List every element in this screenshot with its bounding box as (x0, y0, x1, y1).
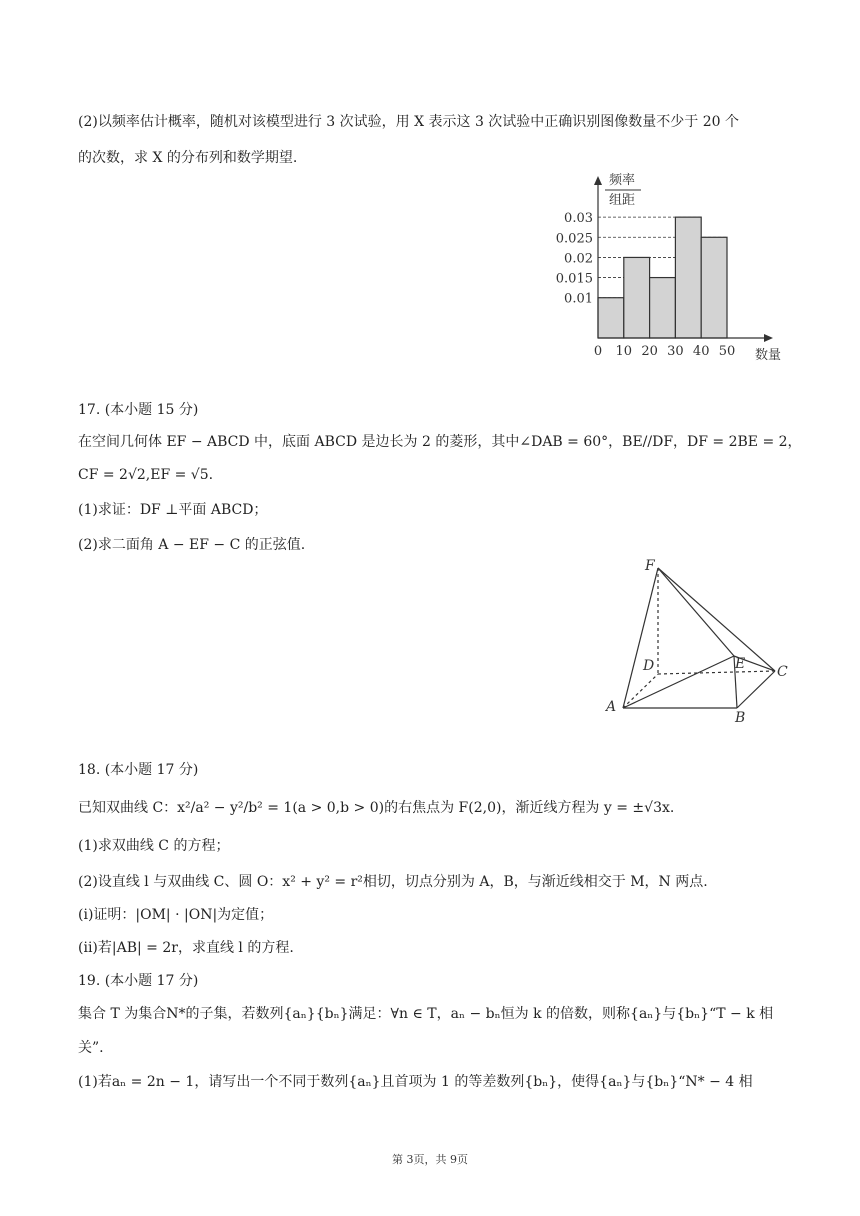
vertex-label-A: A (606, 699, 617, 715)
q18-line1: 已知双曲线 C：x²/a² − y²/b² = 1(a > 0,b > 0)的右焦点为 F(2,0)，渐近线方程为 y = ±√3x. (78, 800, 675, 816)
y-tick-label: 0.015 (555, 271, 593, 287)
histogram-bar (598, 298, 624, 338)
x-tick-label: 0 (593, 344, 603, 359)
x-axis-label: 数量 (755, 348, 782, 363)
q18-part1: (1)求双曲线 C 的方程； (78, 838, 230, 854)
q19-line2: 关”. (78, 1040, 104, 1056)
x-tick-label: 10 (615, 344, 633, 359)
vertex-label-B: B (735, 710, 746, 726)
ylabel-top: 频率 (609, 173, 636, 188)
ylabel-bottom: 组距 (609, 193, 636, 208)
x-tick-label: 40 (692, 344, 710, 359)
x-tick-label: 30 (667, 344, 684, 359)
q16-part2-line2: 的次数，求 X 的分布列和数学期望. (78, 150, 298, 166)
x-tick-label: 20 (641, 344, 658, 359)
histogram-bar (650, 278, 676, 338)
histogram-bar (675, 217, 701, 338)
y-axis-arrow (594, 176, 602, 185)
histogram-bar (624, 257, 650, 338)
q16-part2-line1: (2)以频率估计概率，随机对该模型进行 3 次试验，用 X 表示这 3 次试验中正确识别图像数量不少于 20 个 (78, 114, 740, 130)
q17-part2: (2)求二面角 A − EF − C 的正弦值. (78, 537, 306, 553)
y-tick-label: 0.03 (564, 211, 593, 227)
page-footer: 第 3页，共 9页 (392, 1153, 468, 1166)
frequency-histogram (555, 168, 800, 368)
q19-header: 19. (本小题 17 分) (78, 973, 199, 989)
histogram-bar (701, 237, 727, 338)
solid-geometry-figure (595, 552, 805, 732)
q17-part1: (1)求证：DF ⊥平面 ABCD； (78, 502, 268, 518)
y-tick-label: 0.025 (555, 231, 593, 247)
q18-part2: (2)设直线 l 与双曲线 C、圆 O：x² + y² = r²相切，切点分别为 A，B，与渐近线相交于 M，N 两点. (78, 874, 708, 890)
q19-line1: 集合 T 为集合N*的子集，若数列{aₙ}{bₙ}满足：∀n ∈ T，aₙ − bₙ恒为 k 的倍数，则称{aₙ}与{bₙ}“T − k 相 (78, 1006, 774, 1022)
vertex-label-C: C (777, 664, 788, 680)
y-tick-label: 0.01 (564, 291, 593, 307)
x-tick-label: 50 (718, 344, 736, 359)
vertex-label-F: F (645, 558, 655, 574)
y-tick-label: 0.02 (564, 251, 593, 267)
q18-header: 18. (本小题 17 分) (78, 762, 199, 778)
q18-part2-i: (i)证明：|OM| · |ON|为定值； (78, 907, 274, 923)
vertex-label-D: D (643, 658, 655, 674)
q17-line2: CF = 2√2,EF = √5. (78, 467, 214, 483)
x-axis-arrow (764, 334, 773, 342)
q19-part1: (1)若aₙ = 2n − 1，请写出一个不同于数列{aₙ}且首项为 1 的等差数列{bₙ}，使得{aₙ}与{bₙ}“N* − 4 相 (78, 1074, 753, 1090)
q17-line1: 在空间几何体 EF − ABCD 中，底面 ABCD 是边长为 2 的菱形，其中∠DAB = 60°，BE//DF，DF = 2BE = 2， (78, 434, 802, 450)
vertex-label-E: E (735, 656, 746, 672)
q18-part2-ii: (ii)若|AB| = 2r，求直线 l 的方程. (78, 940, 294, 956)
q17-header: 17. (本小题 15 分) (78, 402, 199, 418)
